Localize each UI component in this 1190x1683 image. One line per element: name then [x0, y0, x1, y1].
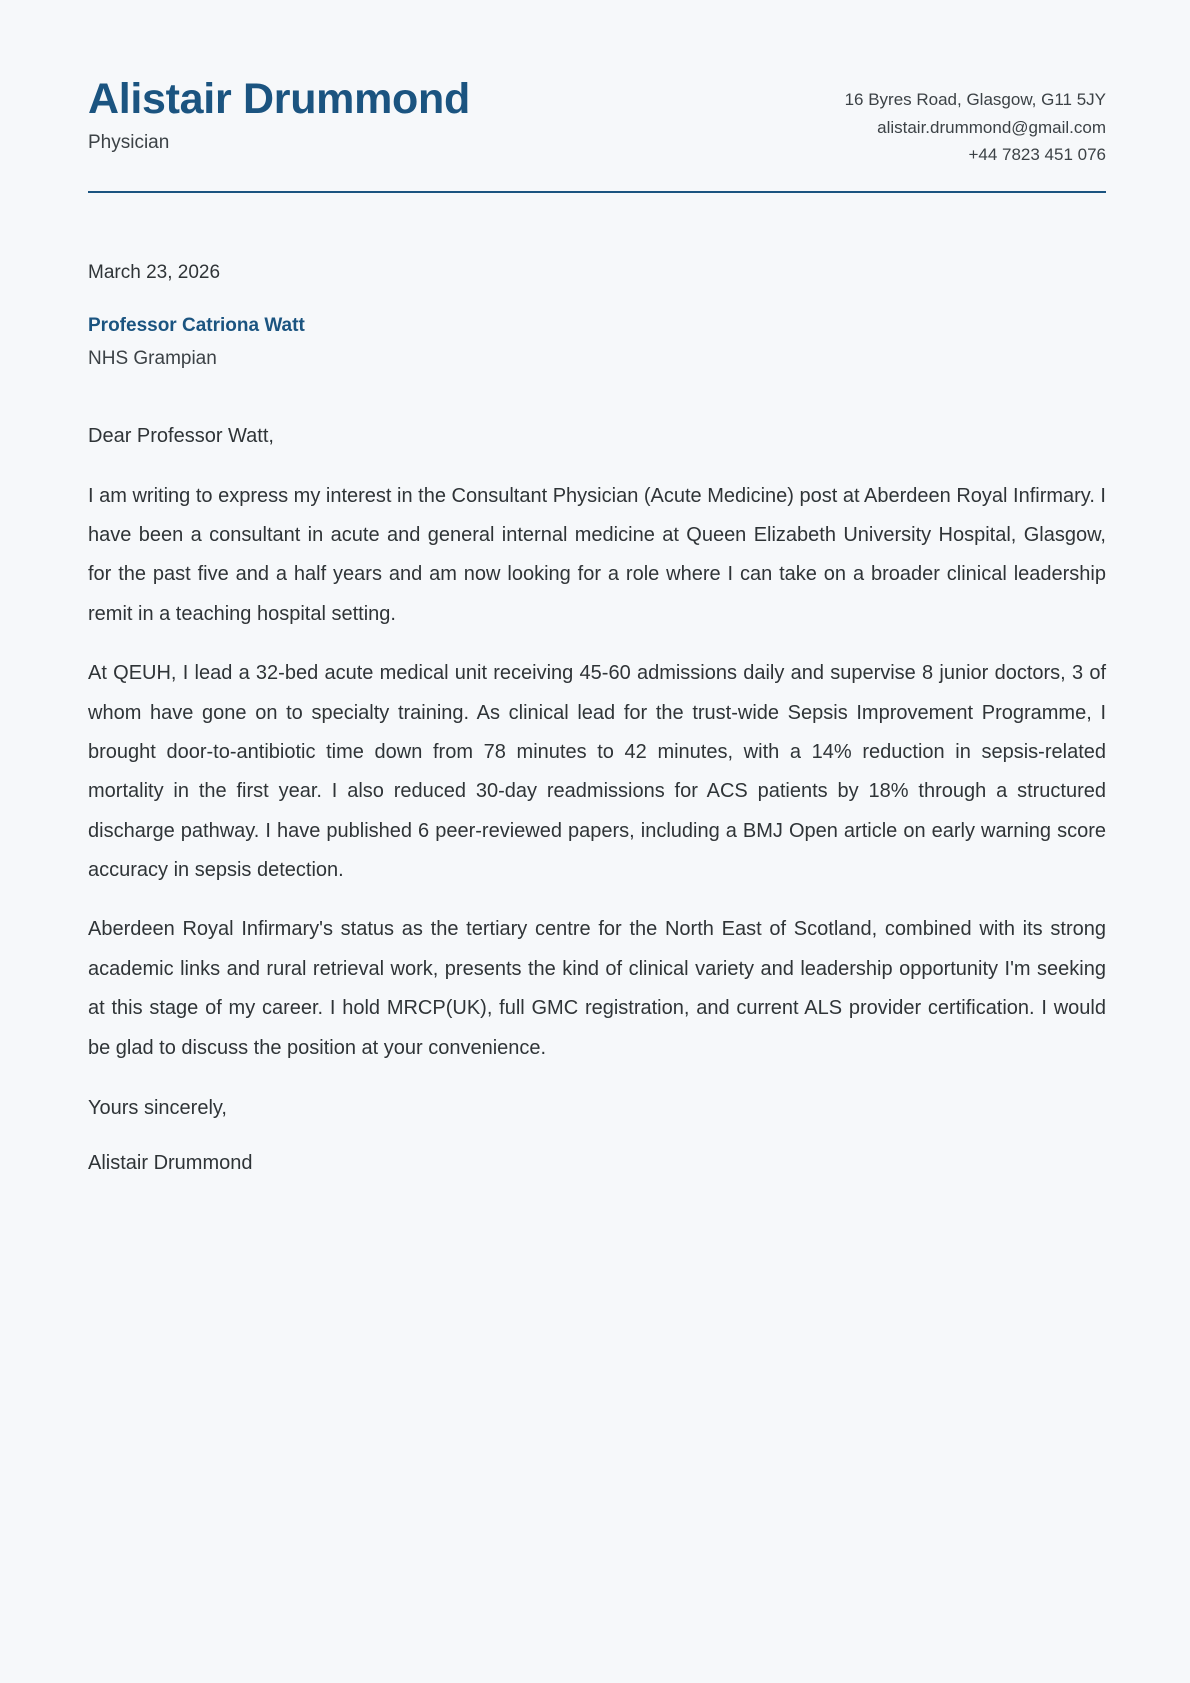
letter-meta [88, 261, 1106, 372]
salutation: Dear Professor Watt, [88, 424, 274, 447]
recipient-organization: NHS Grampian [88, 347, 217, 369]
letter-header [88, 70, 1106, 193]
body-paragraph: I am writing to express my interest in the Consultant Physician (Acute Medicine) post at Aberdeen Royal Infirmary. I have been a consultant in acute and general internal medicine at Queen Elizabeth University Hospital, Glasgow, for the past five and a half years and am now looking for a role where I can take on a broader clinical leadership remit in a teaching hospital setting. [88, 484, 1106, 625]
letter-body [88, 422, 1106, 1178]
closing-salutation: Yours sincerely, [88, 1097, 227, 1120]
contact-email[interactable]: alistair.drummond@gmail.com [877, 117, 1106, 137]
identity-block [88, 70, 470, 155]
body-paragraph: Aberdeen Royal Infirmary's status as the tertiary centre for the North East of Scotland, combined with its strong academic links and rural retrieval work, presents the kind of clinical variety and leadership opportunity I'm seeking at this stage of my career. I hold MRCP(UK), full GMC registration, and current ALS provider certification. I would be glad to discuss the position at your convenience. [88, 918, 1106, 1059]
contact-address: 16 Byres Road, Glasgow, G11 5JY [844, 90, 1106, 109]
contact-block [845, 70, 1106, 169]
contact-phone[interactable]: +44 7823 451 076 [968, 145, 1106, 165]
job-title: Physician [88, 132, 170, 154]
page-title: Alistair Drummond [88, 75, 470, 123]
recipient-name: Professor Catriona Watt [88, 315, 305, 337]
body-paragraph: At QEUH, I lead a 32-bed acute medical unit receiving 45-60 admissions daily and supervise 8 junior doctors, 3 of whom have gone on to specialty training. As clinical lead for the trust-wide Sepsis Improvement Programme, I brought door-to-antibiotic time down from 78 minutes to 42 minutes, with a 14% reduction in sepsis-related mortality in the first year. I also reduced 30-day readmissions for ACS patients by 18% through a structured discharge pathway. I have published 6 peer-reviewed papers, including a BMJ Open article on early warning score accuracy in sepsis detection. [88, 662, 1106, 882]
signature-name: Alistair Drummond [88, 1152, 253, 1175]
letter-date: March 23, 2026 [88, 261, 221, 283]
